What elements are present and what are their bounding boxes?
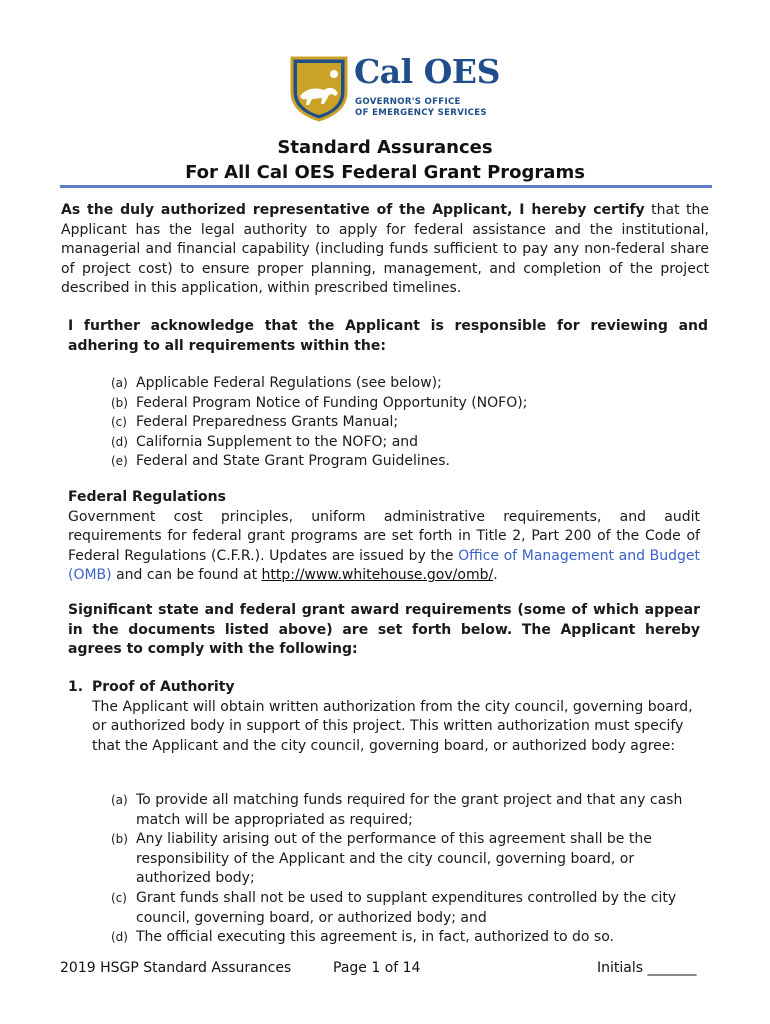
list-text: Any liability arising out of the performance of this agreement shall be the responsibility of the Applicant and the city council, governing board, or authorized body; (136, 831, 652, 887)
list-text: California Supplement to the NOFO; and (136, 433, 419, 450)
list-item (111, 413, 527, 433)
list-item (111, 394, 527, 414)
footer-document-name: 2019 HSGP Standard Assurances (60, 960, 292, 976)
logo-subtitle-line-1: GOVERNOR'S OFFICE (355, 97, 461, 107)
footer-initials: Initials _______ (597, 960, 697, 976)
list-item (111, 889, 711, 928)
list-text: Applicable Federal Regulations (see below); (136, 375, 442, 391)
federal-regulations-heading: Federal Regulations (68, 489, 226, 505)
section-1-proof-of-authority (92, 678, 704, 756)
footer-page-number: Page 1 of 14 (333, 960, 421, 976)
list-text: The official executing this agreement is, in fact, authorized to do so. (136, 929, 614, 946)
page-subtitle: For All Cal OES Federal Grant Programs (185, 162, 585, 183)
federal-regulations-text-2: and can be found at (111, 567, 262, 584)
list-text: Federal Preparedness Grants Manual; (136, 414, 399, 431)
list-item (111, 791, 711, 830)
list-marker: (b) (111, 395, 128, 410)
federal-regulations-section (68, 488, 700, 586)
section-1-heading: Proof of Authority (92, 679, 235, 695)
cal-oes-logo (288, 52, 500, 122)
list-text: To provide all matching funds required for the grant project and that any cash match will be appropriated as required; (136, 792, 683, 828)
list-item (111, 452, 527, 472)
list-marker: (d) (111, 434, 128, 449)
list-item (111, 374, 527, 394)
requirements-list (111, 374, 527, 472)
omb-url-link[interactable]: http://www.whitehouse.gov/omb/ (261, 567, 494, 584)
federal-regulations-text: Government cost principles, uniform administrative requirements, and audit requirements for federal grant programs are set forth in Title 2, Part 200 of the Code of Federal Regulations (C.F.R.). Updates are issued by the (68, 508, 700, 564)
list-text: Grant funds shall not be used to supplant expenditures controlled by the city council, governing board, or authorized body; and (136, 889, 677, 926)
intro-certify-bold: As the duly authorized representative of the Applicant, I hereby certify (61, 202, 645, 218)
section-1-number: 1. (68, 679, 84, 695)
logo-subtitle-line-2: OF EMERGENCY SERVICES (355, 108, 487, 118)
authority-list (111, 791, 711, 948)
acknowledge-paragraph: I further acknowledge that the Applicant is responsible for reviewing and adhering to all requirements within the: (68, 318, 708, 354)
list-text: Federal Program Notice of Funding Opportunity (NOFO); (136, 394, 528, 411)
list-marker: (e) (111, 454, 128, 469)
list-item (111, 433, 527, 453)
section-1-text: The Applicant will obtain written authorization from the city council, governing board, or authorized body in support of this project. This written authorization must specify that the Applicant and the city council, governing board, or authorized body agree: (92, 698, 693, 754)
list-text: Federal and State Grant Program Guidelines. (136, 453, 451, 470)
list-marker: (c) (111, 890, 127, 905)
cal-oes-seal-icon (288, 54, 350, 122)
list-marker: (b) (111, 832, 128, 847)
page-title: Standard Assurances (277, 137, 493, 158)
list-item (111, 830, 711, 889)
intro-text: that the Applicant has the legal authority to apply for federal assistance and the institutional, managerial and financial capability (including funds sufficient to pay any non-federal share of project cost) to ensure proper planning, management, and completion of the project described in this application, within prescribed timelines. (61, 202, 709, 297)
list-marker: (a) (111, 793, 128, 807)
title-divider (60, 185, 712, 188)
list-marker: (c) (111, 415, 127, 430)
significant-requirements-paragraph: Significant state and federal grant award requirements (some of which appear in the documents listed above) are set forth below. The Applicant hereby agrees to comply with the following: (68, 602, 700, 658)
list-item (111, 928, 711, 948)
omb-link[interactable]: Office of Management and Budget (OMB) (68, 547, 700, 584)
intro-paragraph (61, 201, 709, 299)
list-marker: (a) (111, 376, 128, 390)
list-marker: (d) (111, 930, 128, 945)
logo-wordmark: Cal OES (354, 52, 500, 91)
federal-regulations-text-3: . (493, 567, 498, 584)
